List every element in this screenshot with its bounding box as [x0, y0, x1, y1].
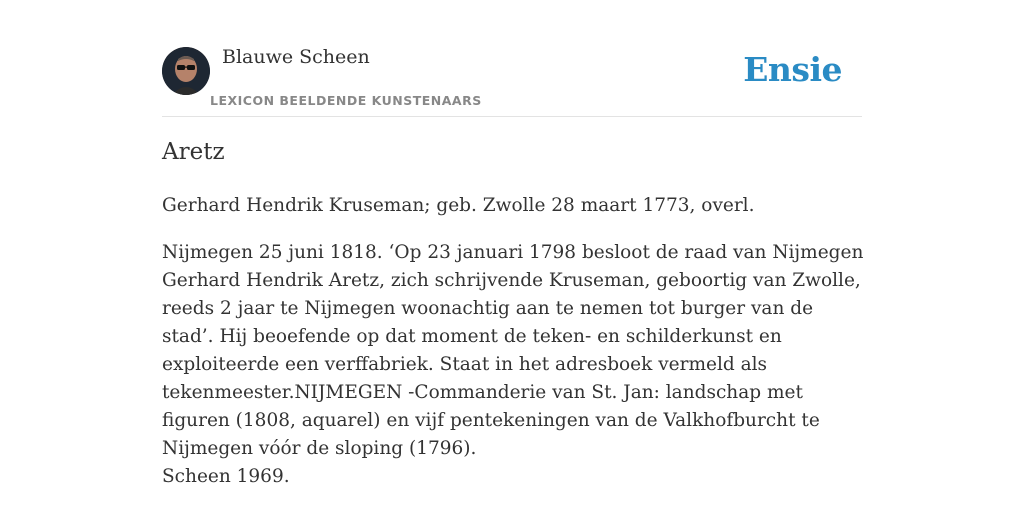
article-paragraph: Scheen 1969.: [162, 466, 290, 487]
author-avatar[interactable]: [162, 47, 210, 95]
avatar-portrait-icon: [162, 47, 210, 95]
page-header: [162, 0, 862, 117]
article-paragraph: Gerhard Hendrik Kruseman; geb. Zwolle 28 maart 1773, overl.: [162, 195, 755, 216]
brand-logo[interactable]: Ensie: [743, 50, 842, 89]
author-name[interactable]: Blauwe Scheen: [222, 46, 370, 68]
article-paragraph: Nijmegen 25 juni 1818. ‘Op 23 januari 1798 besloot de raad van Nijmegen Gerhard Hendrik Aretz, zich schrijvende Kruseman, geboortig van Zwolle, reeds 2 jaar te Nijmegen woonachtig aan te nemen tot burger van de stad’. Hij beoefende op dat moment de teken- en schilderkunst en exploiteerde een verffabriek. Staat in het adresboek vermeld als tekenmeester.NIJMEGEN -Commanderie van St. Jan: landschap met figuren (1808, aquarel) en vijf pentekeningen van de Valkhofburcht te Nijmegen vóór de sloping (1796).: [162, 242, 864, 459]
lexicon-label[interactable]: LEXICON BEELDENDE KUNSTENAARS: [210, 93, 482, 108]
article-title: Aretz: [162, 139, 225, 165]
